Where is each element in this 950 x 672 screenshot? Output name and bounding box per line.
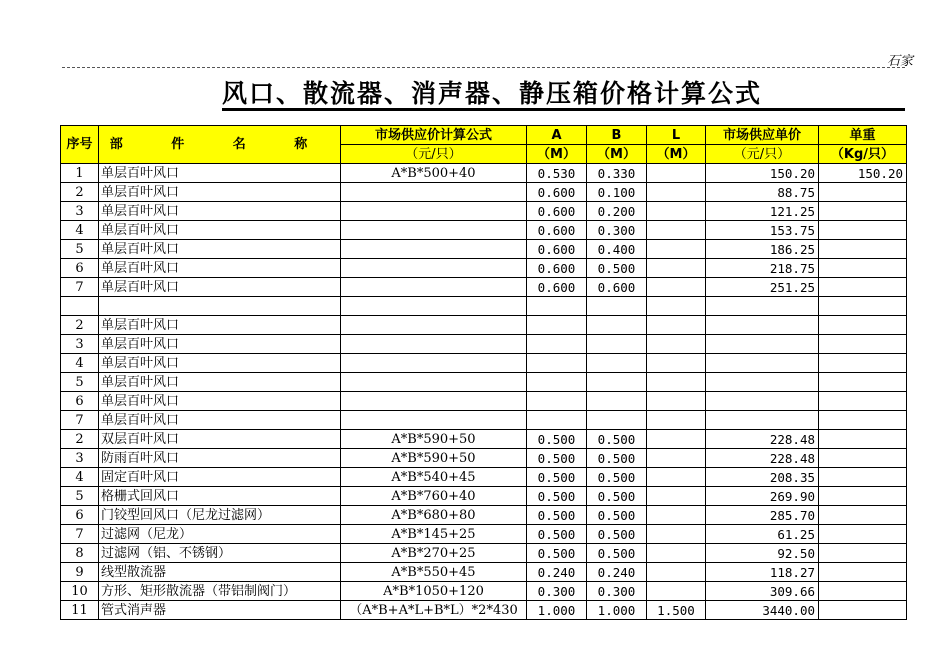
cell-weight[interactable] [819, 392, 907, 411]
cell-seq[interactable]: 1 [61, 164, 99, 183]
cell-name[interactable]: 单层百叶风口 [99, 259, 341, 278]
cell-price[interactable] [706, 373, 819, 392]
cell-b[interactable]: 0.500 [587, 449, 647, 468]
cell-a[interactable] [527, 373, 587, 392]
header-weight-unit[interactable]: （Kg/只） [819, 145, 907, 164]
header-formula-unit[interactable]: （元/只） [341, 145, 527, 164]
cell-l[interactable] [647, 354, 706, 373]
table-row [61, 468, 907, 487]
cell-weight[interactable] [819, 297, 907, 316]
cell-formula[interactable]: A*B*500+40 [341, 164, 527, 183]
table-row [61, 392, 907, 411]
cell-formula[interactable] [341, 278, 527, 297]
cell-weight[interactable] [819, 221, 907, 240]
cell-name[interactable]: 方形、矩形散流器（带铝制阀门） [99, 582, 341, 601]
header-b[interactable]: B [587, 126, 647, 145]
cell-seq[interactable]: 3 [61, 202, 99, 221]
cell-l[interactable] [647, 221, 706, 240]
cell-name[interactable]: 过滤网（尼龙） [99, 525, 341, 544]
cell-price[interactable] [706, 335, 819, 354]
table-row [61, 183, 907, 202]
cell-price[interactable] [706, 316, 819, 335]
cell-price[interactable] [706, 411, 819, 430]
cell-formula[interactable]: A*B*680+80 [341, 506, 527, 525]
cell-b[interactable]: 0.500 [587, 259, 647, 278]
cell-b[interactable]: 0.500 [587, 487, 647, 506]
cell-l[interactable] [647, 392, 706, 411]
cell-l[interactable] [647, 544, 706, 563]
cell-formula[interactable]: A*B*550+45 [341, 563, 527, 582]
cell-seq[interactable]: 9 [61, 563, 99, 582]
cell-weight[interactable] [819, 354, 907, 373]
cell-a[interactable] [527, 316, 587, 335]
header-l[interactable]: L [647, 126, 706, 145]
cell-weight[interactable] [819, 202, 907, 221]
cell-name[interactable] [99, 297, 341, 316]
cell-b[interactable] [587, 392, 647, 411]
cell-l[interactable] [647, 240, 706, 259]
cell-b[interactable] [587, 373, 647, 392]
cell-formula[interactable]: A*B*590+50 [341, 449, 527, 468]
table-header-row [61, 126, 907, 145]
cell-a[interactable]: 0.600 [527, 240, 587, 259]
cell-seq[interactable]: 7 [61, 525, 99, 544]
cell-price[interactable]: 118.27 [706, 563, 819, 582]
cell-seq[interactable]: 6 [61, 506, 99, 525]
cell-a[interactable]: 0.600 [527, 278, 587, 297]
cell-a[interactable] [527, 297, 587, 316]
header-seq[interactable]: 序号 [61, 126, 99, 164]
cell-l[interactable]: 1.500 [647, 601, 706, 620]
cell-b[interactable]: 0.600 [587, 278, 647, 297]
table-row [61, 563, 907, 582]
cell-price[interactable]: 269.90 [706, 487, 819, 506]
cell-seq[interactable]: 7 [61, 411, 99, 430]
cell-seq[interactable]: 2 [61, 316, 99, 335]
cell-seq[interactable]: 3 [61, 335, 99, 354]
cell-a[interactable] [527, 335, 587, 354]
cell-a[interactable]: 0.500 [527, 487, 587, 506]
cell-price[interactable]: 3440.00 [706, 601, 819, 620]
cell-a[interactable]: 0.240 [527, 563, 587, 582]
cell-price[interactable]: 208.35 [706, 468, 819, 487]
cell-b[interactable]: 0.500 [587, 525, 647, 544]
cell-formula[interactable] [341, 259, 527, 278]
cell-formula[interactable] [341, 354, 527, 373]
cell-formula[interactable]: A*B*145+25 [341, 525, 527, 544]
table-row [61, 411, 907, 430]
cell-a[interactable] [527, 392, 587, 411]
cell-name[interactable]: 单层百叶风口 [99, 392, 341, 411]
cell-l[interactable] [647, 468, 706, 487]
cell-seq[interactable]: 11 [61, 601, 99, 620]
cell-price[interactable]: 153.75 [706, 221, 819, 240]
cell-l[interactable] [647, 449, 706, 468]
cell-name[interactable]: 双层百叶风口 [99, 430, 341, 449]
cell-price[interactable]: 61.25 [706, 525, 819, 544]
cell-seq[interactable] [61, 297, 99, 316]
cell-name[interactable]: 固定百叶风口 [99, 468, 341, 487]
table-row [61, 164, 907, 183]
cell-a[interactable]: 0.600 [527, 183, 587, 202]
cell-formula[interactable] [341, 297, 527, 316]
table-row [61, 278, 907, 297]
cell-name[interactable]: 单层百叶风口 [99, 373, 341, 392]
cell-seq[interactable]: 10 [61, 582, 99, 601]
cell-l[interactable] [647, 487, 706, 506]
cell-weight[interactable] [819, 525, 907, 544]
cell-b[interactable]: 0.500 [587, 506, 647, 525]
cell-weight[interactable] [819, 278, 907, 297]
cell-seq[interactable]: 5 [61, 373, 99, 392]
cell-name[interactable]: 单层百叶风口 [99, 202, 341, 221]
table-row [61, 449, 907, 468]
cell-formula[interactable]: A*B*1050+120 [341, 582, 527, 601]
table-row [61, 506, 907, 525]
cell-b[interactable] [587, 354, 647, 373]
page-title: 风口、散流器、消声器、静压箱价格计算公式 [222, 79, 763, 108]
table-row [61, 259, 907, 278]
cell-name[interactable]: 过滤网（铝、不锈钢） [99, 544, 341, 563]
cell-price[interactable]: 186.25 [706, 240, 819, 259]
cell-weight[interactable] [819, 411, 907, 430]
cell-price[interactable]: 228.48 [706, 430, 819, 449]
table-row [61, 221, 907, 240]
cell-weight[interactable] [819, 582, 907, 601]
cell-weight[interactable] [819, 449, 907, 468]
cell-a[interactable]: 0.500 [527, 449, 587, 468]
table-row [61, 525, 907, 544]
cell-b[interactable] [587, 316, 647, 335]
cell-l[interactable] [647, 259, 706, 278]
cell-name[interactable]: 单层百叶风口 [99, 354, 341, 373]
cell-weight[interactable]: 150.20 [819, 164, 907, 183]
cell-a[interactable]: 1.000 [527, 601, 587, 620]
cell-l[interactable] [647, 563, 706, 582]
cell-b[interactable]: 0.500 [587, 544, 647, 563]
cell-l[interactable] [647, 164, 706, 183]
cell-l[interactable] [647, 506, 706, 525]
cell-weight[interactable] [819, 487, 907, 506]
cell-price[interactable] [706, 297, 819, 316]
table-row [61, 544, 907, 563]
cell-b[interactable]: 0.330 [587, 164, 647, 183]
cell-name[interactable]: 单层百叶风口 [99, 411, 341, 430]
table-row [61, 202, 907, 221]
cell-l[interactable] [647, 582, 706, 601]
cell-formula[interactable]: A*B*270+25 [341, 544, 527, 563]
cell-price[interactable]: 251.25 [706, 278, 819, 297]
header-price[interactable]: 市场供应单价 [706, 126, 819, 145]
cell-price[interactable]: 218.75 [706, 259, 819, 278]
cell-formula[interactable] [341, 316, 527, 335]
table-row [61, 354, 907, 373]
table-row [61, 487, 907, 506]
cell-weight[interactable] [819, 544, 907, 563]
cell-weight[interactable] [819, 601, 907, 620]
cell-seq[interactable]: 4 [61, 354, 99, 373]
cell-seq[interactable]: 4 [61, 468, 99, 487]
cell-formula[interactable]: A*B*590+50 [341, 430, 527, 449]
cell-weight[interactable] [819, 430, 907, 449]
header-l-unit[interactable]: （M） [647, 145, 706, 164]
cell-weight[interactable] [819, 259, 907, 278]
cell-price[interactable]: 92.50 [706, 544, 819, 563]
cell-weight[interactable] [819, 373, 907, 392]
cell-a[interactable]: 0.600 [527, 259, 587, 278]
cell-weight[interactable] [819, 506, 907, 525]
cell-name[interactable]: 单层百叶风口 [99, 240, 341, 259]
cell-name[interactable]: 防雨百叶风口 [99, 449, 341, 468]
cell-a[interactable]: 0.600 [527, 221, 587, 240]
table-row [61, 601, 907, 620]
cell-b[interactable]: 0.240 [587, 563, 647, 582]
cell-l[interactable] [647, 411, 706, 430]
cell-seq[interactable]: 3 [61, 449, 99, 468]
cell-name[interactable]: 单层百叶风口 [99, 221, 341, 240]
cell-seq[interactable]: 2 [61, 430, 99, 449]
cell-name[interactable]: 单层百叶风口 [99, 183, 341, 202]
cell-a[interactable]: 0.500 [527, 430, 587, 449]
cell-price[interactable]: 150.20 [706, 164, 819, 183]
cell-b[interactable]: 0.200 [587, 202, 647, 221]
cell-formula[interactable] [341, 221, 527, 240]
cell-b[interactable]: 0.100 [587, 183, 647, 202]
table-row [61, 373, 907, 392]
header-weight[interactable]: 单重 [819, 126, 907, 145]
cell-b[interactable]: 0.500 [587, 430, 647, 449]
cell-formula[interactable] [341, 373, 527, 392]
cell-seq[interactable]: 8 [61, 544, 99, 563]
cell-l[interactable] [647, 335, 706, 354]
cell-name[interactable]: 单层百叶风口 [99, 335, 341, 354]
cell-b[interactable]: 1.000 [587, 601, 647, 620]
header-corner-text: 石家 [887, 54, 914, 69]
cell-l[interactable] [647, 183, 706, 202]
cell-price[interactable]: 228.48 [706, 449, 819, 468]
cell-price[interactable]: 88.75 [706, 183, 819, 202]
cell-l[interactable] [647, 278, 706, 297]
cell-seq[interactable]: 4 [61, 221, 99, 240]
cell-formula[interactable] [341, 411, 527, 430]
cell-l[interactable] [647, 373, 706, 392]
header-formula[interactable]: 市场供应价计算公式 [341, 126, 527, 145]
cell-weight[interactable] [819, 563, 907, 582]
header-name[interactable]: 部 件 名 称 [99, 126, 341, 164]
cell-price[interactable] [706, 392, 819, 411]
cell-a[interactable]: 0.600 [527, 202, 587, 221]
cell-l[interactable] [647, 316, 706, 335]
cell-name[interactable]: 单层百叶风口 [99, 316, 341, 335]
cell-formula[interactable]: （A*B+A*L+B*L）*2*430 [341, 601, 527, 620]
table-row [61, 297, 907, 316]
cell-weight[interactable] [819, 240, 907, 259]
cell-formula[interactable]: A*B*760+40 [341, 487, 527, 506]
cell-b[interactable] [587, 335, 647, 354]
cell-l[interactable] [647, 297, 706, 316]
cell-name[interactable]: 管式消声器 [99, 601, 341, 620]
cell-price[interactable]: 309.66 [706, 582, 819, 601]
cell-seq[interactable]: 2 [61, 183, 99, 202]
table-row [61, 316, 907, 335]
cell-seq[interactable]: 5 [61, 487, 99, 506]
cell-a[interactable]: 0.500 [527, 468, 587, 487]
cell-seq[interactable]: 5 [61, 240, 99, 259]
cell-seq[interactable]: 6 [61, 259, 99, 278]
cell-b[interactable]: 0.300 [587, 221, 647, 240]
table-row [61, 335, 907, 354]
cell-b[interactable] [587, 297, 647, 316]
cell-l[interactable] [647, 525, 706, 544]
header-dashed-divider [62, 67, 905, 68]
cell-l[interactable] [647, 202, 706, 221]
cell-a[interactable] [527, 354, 587, 373]
table-row [61, 582, 907, 601]
cell-a[interactable]: 0.500 [527, 506, 587, 525]
cell-weight[interactable] [819, 316, 907, 335]
title-underline [222, 108, 905, 111]
cell-weight[interactable] [819, 335, 907, 354]
cell-b[interactable]: 0.500 [587, 468, 647, 487]
cell-formula[interactable] [341, 240, 527, 259]
cell-b[interactable]: 0.300 [587, 582, 647, 601]
cell-seq[interactable]: 6 [61, 392, 99, 411]
cell-formula[interactable] [341, 392, 527, 411]
cell-weight[interactable] [819, 183, 907, 202]
cell-name[interactable]: 格栅式回风口 [99, 487, 341, 506]
cell-a[interactable]: 0.300 [527, 582, 587, 601]
cell-b[interactable]: 0.400 [587, 240, 647, 259]
header-b-unit[interactable]: （M） [587, 145, 647, 164]
cell-price[interactable]: 285.70 [706, 506, 819, 525]
table-body [61, 164, 907, 620]
cell-price[interactable]: 121.25 [706, 202, 819, 221]
cell-a[interactable]: 0.500 [527, 525, 587, 544]
cell-l[interactable] [647, 430, 706, 449]
header-a[interactable]: A [527, 126, 587, 145]
cell-formula[interactable]: A*B*540+45 [341, 468, 527, 487]
cell-formula[interactable] [341, 183, 527, 202]
cell-formula[interactable] [341, 202, 527, 221]
price-formula-table [60, 125, 907, 620]
cell-price[interactable] [706, 354, 819, 373]
cell-a[interactable]: 0.500 [527, 544, 587, 563]
table-row [61, 430, 907, 449]
cell-seq[interactable]: 7 [61, 278, 99, 297]
cell-a[interactable] [527, 411, 587, 430]
cell-b[interactable] [587, 411, 647, 430]
cell-a[interactable]: 0.530 [527, 164, 587, 183]
header-price-unit[interactable]: （元/只） [706, 145, 819, 164]
cell-weight[interactable] [819, 468, 907, 487]
cell-name[interactable]: 单层百叶风口 [99, 164, 341, 183]
header-a-unit[interactable]: （M） [527, 145, 587, 164]
table-row [61, 240, 907, 259]
cell-name[interactable]: 门铰型回风口（尼龙过滤网） [99, 506, 341, 525]
cell-name[interactable]: 单层百叶风口 [99, 278, 341, 297]
cell-name[interactable]: 线型散流器 [99, 563, 341, 582]
cell-formula[interactable] [341, 335, 527, 354]
